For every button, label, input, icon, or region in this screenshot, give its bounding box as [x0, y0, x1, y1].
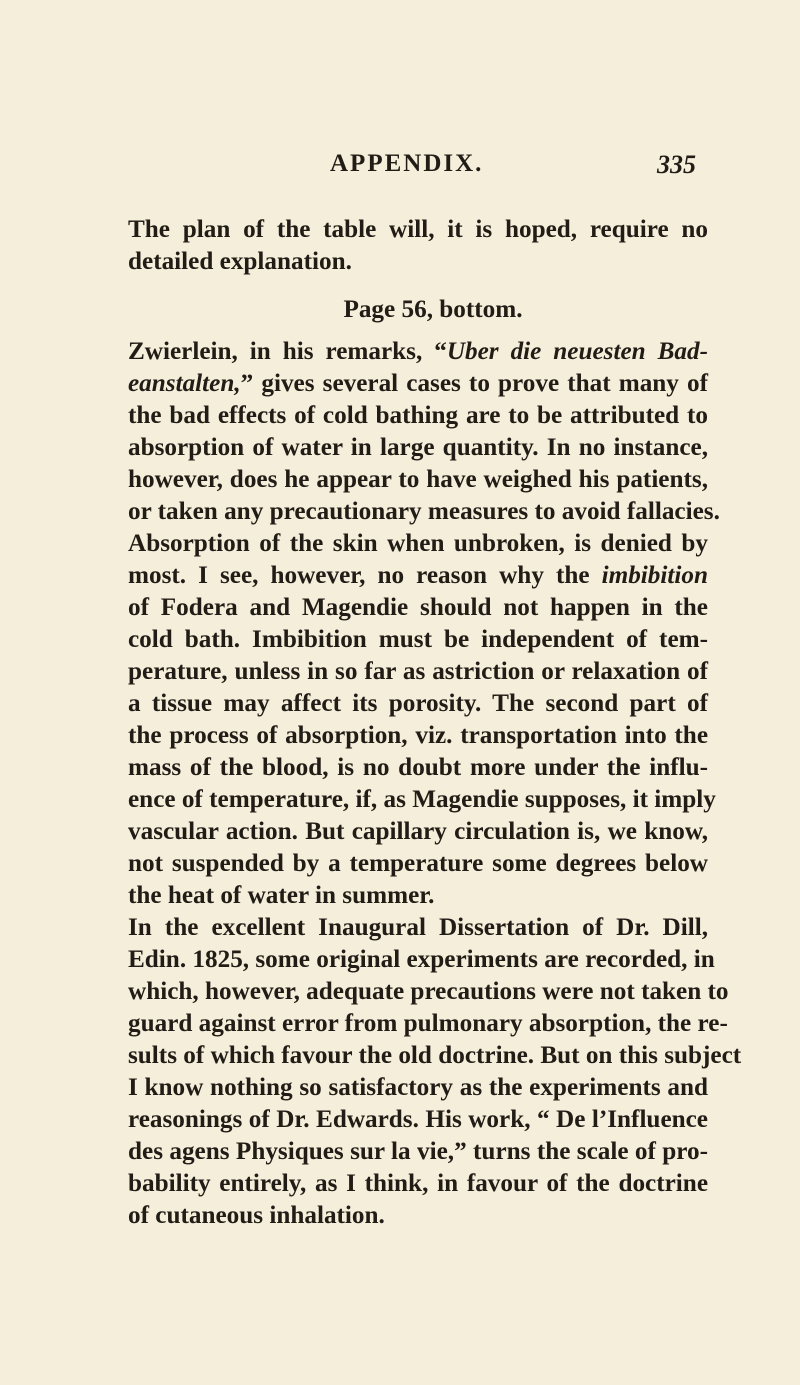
text-line: of cutaneous inhalation.: [128, 1202, 385, 1229]
running-head: [330, 150, 720, 186]
text-line: Absorption of the skin when unbroken, is denied by: [128, 530, 708, 557]
text-line: the process of absorption, viz. transportation into the: [128, 722, 708, 749]
text-line: guard against error from pulmonary absorption, the re-: [128, 1010, 728, 1037]
text-line: which, however, adequate precautions were not taken to: [128, 978, 729, 1005]
text-line: the bad effects of cold bathing are to be attributed to: [128, 402, 708, 429]
text-line: however, does he appear to have weighed his patients,: [128, 466, 708, 493]
body-text: [128, 214, 742, 1232]
text-line: the heat of water in summer.: [128, 882, 435, 909]
text-line: Edin. 1825, some original experiments are recorded, in: [128, 946, 715, 973]
text-line: des agens Physiques sur la vie,” turns the scale of pro-: [128, 1138, 708, 1165]
text-span: Zwierlein, in his remarks, “: [128, 338, 447, 365]
text-line: not suspended by a temperature some degrees below: [128, 850, 708, 877]
italic-title: Uber die neuesten Bad-: [446, 338, 708, 365]
paragraph-dill: [128, 912, 742, 1232]
text-line: In the excellent Inaugural Dissertation of Dr. Dill,: [128, 914, 708, 941]
italic-term: imbibition: [601, 562, 708, 589]
text-line: cold bath. Imbibition must be independent of tem-: [128, 626, 708, 653]
text-line: detailed explanation.: [128, 248, 352, 275]
text-line: [128, 560, 708, 592]
text-line: I know nothing so satisfactory as the experiments and: [128, 1074, 708, 1101]
text-line: bability entirely, as I think, in favour of the doctrine: [128, 1170, 708, 1197]
running-title: APPENDIX.: [330, 150, 484, 177]
text-line: The plan of the table will, it is hoped, require no: [128, 216, 708, 243]
text-span: ” gives several cases to prove that many of: [240, 370, 708, 397]
text-line: vascular action. But capillary circulation is, we know,: [128, 818, 708, 845]
text-line: [128, 336, 708, 368]
page-number: 335: [657, 150, 696, 179]
text-line: perature, unless in so far as astriction or relaxation of: [128, 658, 708, 685]
text-span: most. I see, however, no reason why the: [128, 562, 602, 589]
paragraph-zwierlein: [128, 336, 720, 912]
section-heading: Page 56, bottom.: [343, 296, 523, 323]
italic-title: eanstalten,: [128, 370, 241, 397]
text-line: or taken any precautionary measures to avoid fallacies.: [128, 498, 720, 525]
paragraph-intro: [128, 214, 708, 278]
text-line: mass of the blood, is no doubt more under the influ-: [128, 754, 708, 781]
text-line: a tissue may affect its porosity. The second part of: [128, 690, 708, 717]
text-line: absorption of water in large quantity. In no instance,: [128, 434, 708, 461]
text-line: of Fodera and Magendie should not happen in the: [128, 594, 708, 621]
text-line: sults of which favour the old doctrine. But on this subject: [128, 1042, 742, 1069]
text-line: reasonings of Dr. Edwards. His work, “ De l’Influence: [128, 1106, 708, 1133]
text-line: ence of temperature, if, as Magendie supposes, it imply: [128, 786, 716, 813]
text-line: [128, 368, 708, 400]
